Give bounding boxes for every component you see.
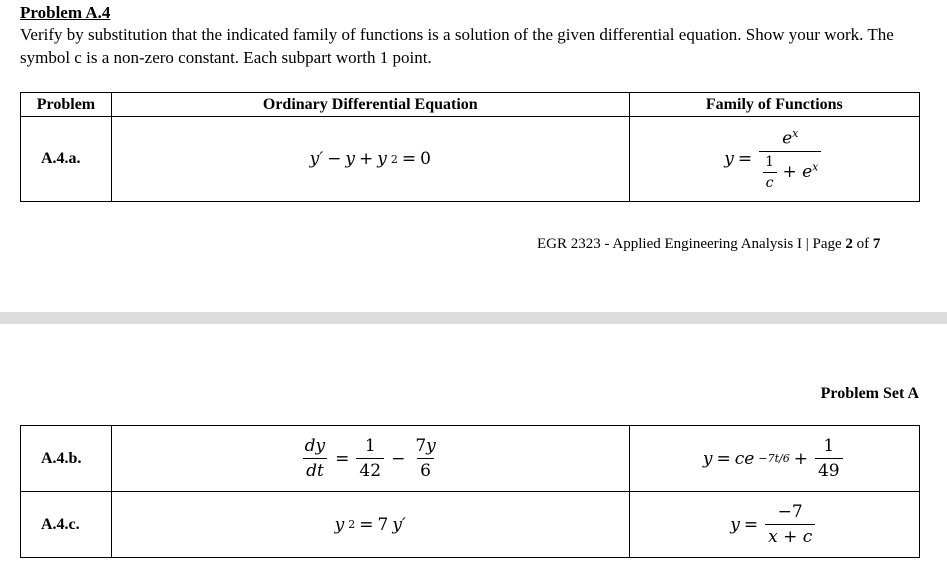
ode-equation: y 2 = 7 y′ bbox=[334, 514, 406, 535]
ode-equation: y′ − y + y 2 = 0 bbox=[309, 149, 431, 169]
table-header-row bbox=[21, 93, 920, 117]
footer-course: EGR 2323 - Applied Engineering Analysis I | Page bbox=[537, 236, 846, 252]
ode-a-text bbox=[0, 0, 1, 1]
table-row bbox=[21, 426, 920, 492]
row-id-cell bbox=[21, 426, 112, 492]
row-id-cell bbox=[21, 492, 112, 558]
family-equation: y = ce −7t/6 + $\frac{1}{49}$ bbox=[703, 436, 846, 481]
table-row bbox=[21, 117, 920, 202]
problem-instructions: Verify by substitution that the indicated family of functions is a solution of the given differential equation. Show your work. The symbol c is a non-zero constant. Each subpart worth 1 point. bbox=[20, 25, 894, 67]
ode-table-top bbox=[20, 92, 920, 202]
row-id: A.4.c. bbox=[41, 515, 80, 533]
family-cell bbox=[629, 492, 919, 558]
footer-page-current: 2 bbox=[845, 236, 853, 252]
family-cell bbox=[629, 117, 919, 202]
page-break-divider bbox=[0, 312, 947, 324]
ode-cell bbox=[111, 492, 629, 558]
family-equation: y = $e^x$ $\frac{1}{c}$ + $e^x$ bbox=[724, 127, 824, 191]
family-equation: y = $\frac{-7}{x + c}$ bbox=[730, 502, 818, 547]
row-id-cell bbox=[21, 117, 112, 202]
row-id: A.4.a. bbox=[41, 150, 81, 167]
page-footer bbox=[537, 236, 880, 253]
ode-equation: $\frac{dy}{dt}$ = $\frac{1}{42}$ − $\frac{7y}{6}$ bbox=[304, 436, 436, 481]
next-page-header: Problem Set A bbox=[820, 385, 919, 402]
header-family: Family of Functions bbox=[629, 93, 919, 117]
footer-page-of: of bbox=[852, 236, 873, 252]
row-id: A.4.b. bbox=[41, 449, 82, 467]
header-problem: Problem bbox=[21, 93, 112, 117]
table-row bbox=[21, 492, 920, 558]
ode-cell bbox=[111, 117, 629, 202]
ode-cell bbox=[111, 426, 629, 492]
family-cell bbox=[629, 426, 919, 492]
header-ode: Ordinary Differential Equation bbox=[111, 93, 629, 117]
footer-page-total: 7 bbox=[872, 236, 881, 252]
problem-title: Problem A.4 bbox=[20, 3, 111, 22]
ode-table-bottom bbox=[20, 425, 920, 558]
